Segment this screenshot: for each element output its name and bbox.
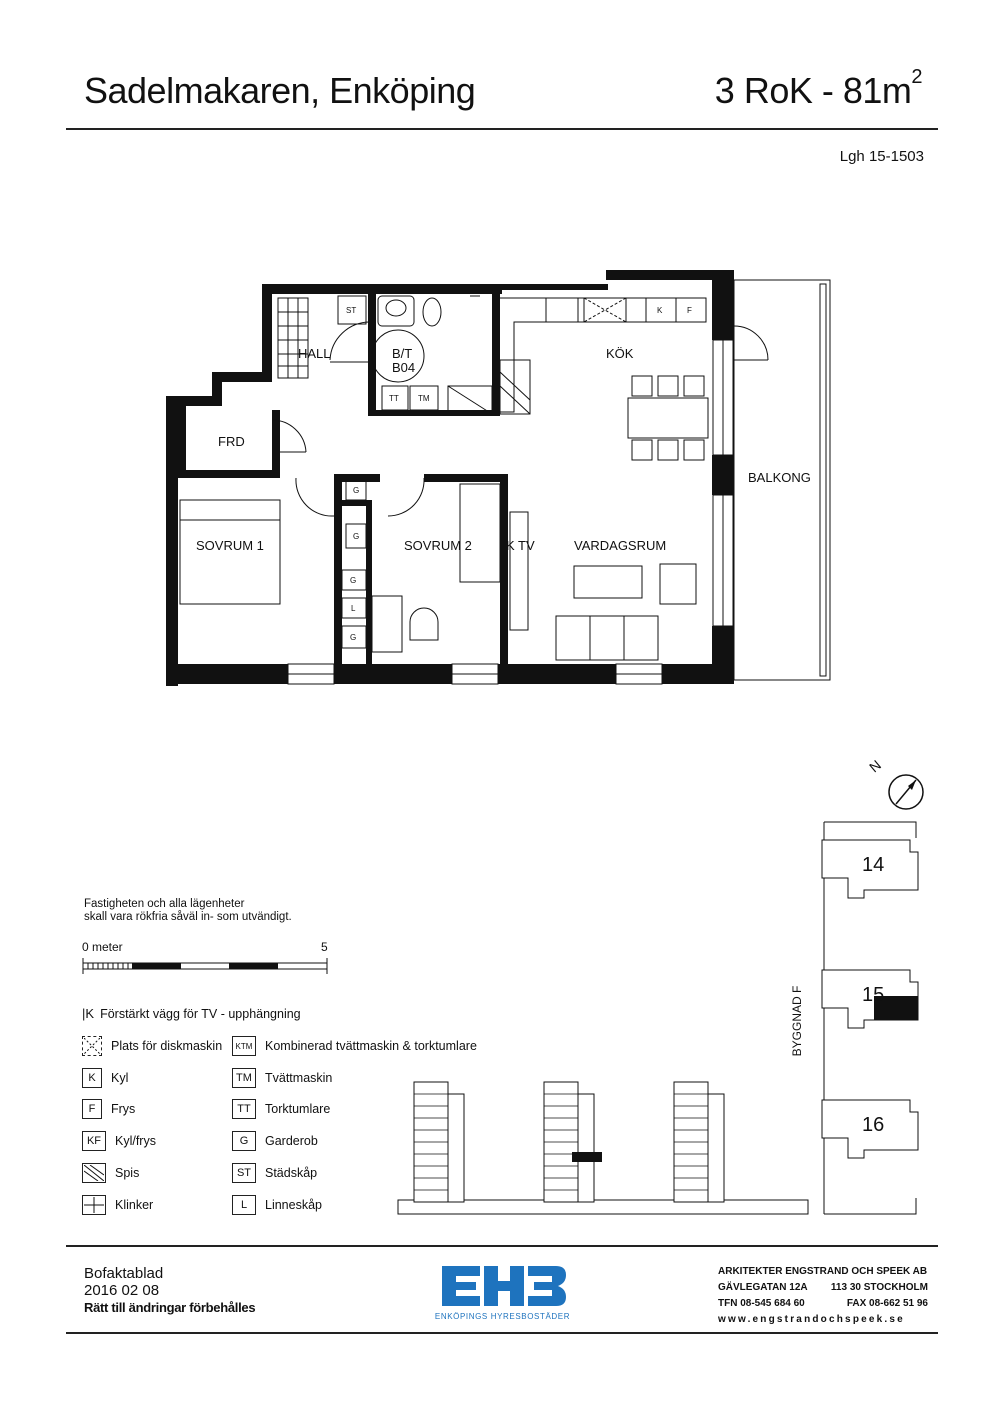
legend-l-label: Linneskåp bbox=[265, 1198, 322, 1212]
scale-bar bbox=[82, 956, 332, 976]
wall-bed-divider bbox=[334, 474, 342, 664]
legend-tt bbox=[232, 1099, 330, 1119]
legend-f bbox=[82, 1099, 135, 1119]
scale-start-label: 0 meter bbox=[82, 940, 123, 954]
fixture-g-2: G bbox=[353, 532, 360, 541]
building-label: BYGGNAD F bbox=[790, 985, 804, 1057]
compass-icon bbox=[886, 772, 926, 812]
linen-closet-icon: L bbox=[232, 1195, 256, 1215]
legend-tm-label: Tvättmaskin bbox=[265, 1071, 333, 1085]
fridge-freezer-icon: KF bbox=[82, 1131, 106, 1151]
phone: TFN 08-545 684 60 bbox=[718, 1298, 805, 1309]
legend-dishwasher-label: Plats för diskmaskin bbox=[111, 1039, 223, 1053]
fixture-tm: TM bbox=[418, 394, 430, 403]
legend-f-label: Frys bbox=[111, 1102, 136, 1116]
legend-klinker bbox=[82, 1195, 153, 1215]
wall-left bbox=[166, 396, 178, 686]
website-link[interactable]: www.engstrandochspeek.se bbox=[718, 1314, 905, 1325]
wall-closet-mid bbox=[342, 500, 372, 506]
legend-ktm bbox=[232, 1036, 477, 1056]
fixture-tt: TT bbox=[389, 394, 399, 403]
room-label-bath: B/T bbox=[392, 346, 413, 361]
fixture-st: ST bbox=[346, 306, 357, 315]
wall-bed2-right bbox=[500, 474, 508, 664]
wall-right-bottom bbox=[712, 626, 734, 684]
address-row bbox=[718, 1280, 928, 1296]
fixture-k: K bbox=[657, 306, 663, 315]
cleaning-cabinet-icon: ST bbox=[232, 1163, 256, 1183]
footer-divider-top bbox=[66, 1245, 938, 1247]
legend-st-label: Städskåp bbox=[265, 1166, 318, 1180]
wall-bed1-top bbox=[178, 470, 280, 478]
architect-info bbox=[718, 1264, 928, 1328]
room-label-bedroom1: SOVRUM 1 bbox=[196, 538, 264, 553]
doc-type: Bofaktablad bbox=[84, 1265, 164, 1282]
legend-kf bbox=[82, 1131, 156, 1151]
wall-bath-right bbox=[492, 284, 500, 416]
logo-subtitle: ENKÖPINGS HYRESBOSTÄDER bbox=[434, 1312, 571, 1321]
fixture-l: L bbox=[351, 604, 356, 613]
legend-k-label: Kyl bbox=[111, 1071, 129, 1085]
room-label-storage: FRD bbox=[218, 434, 245, 449]
smoke-free-line-1: Fastigheten och alla lägenheter bbox=[84, 898, 245, 910]
legend-k bbox=[82, 1068, 128, 1088]
building-14-label: 14 bbox=[862, 854, 885, 876]
site-plan bbox=[812, 818, 928, 1218]
tv-wall-icon: |K bbox=[82, 1006, 95, 1021]
wall-bath-left bbox=[368, 284, 376, 416]
fridge-icon: K bbox=[82, 1068, 102, 1088]
ehb-logo bbox=[440, 1262, 568, 1310]
ktm-icon: KTM bbox=[232, 1036, 256, 1056]
fixture-g-1: G bbox=[353, 486, 360, 495]
disclaimer: Rätt till ändringar förbehålles bbox=[84, 1300, 256, 1315]
stove-icon bbox=[82, 1163, 106, 1183]
room-label-living: VARDAGSRUM bbox=[574, 538, 667, 553]
building-15-label: 15 bbox=[862, 984, 885, 1006]
smoke-free-note bbox=[84, 898, 344, 924]
footer-info bbox=[84, 1265, 255, 1316]
street: GÄVLEGATAN 12A bbox=[718, 1282, 808, 1293]
washer-icon: TM bbox=[232, 1068, 256, 1088]
building-elevation bbox=[396, 1074, 810, 1220]
wardrobe-icon: G bbox=[232, 1131, 256, 1151]
legend-st bbox=[232, 1163, 317, 1183]
wall-top-hall bbox=[262, 284, 502, 294]
wall-frd-left bbox=[178, 406, 186, 474]
legend-spis bbox=[82, 1163, 139, 1183]
legend-kf-label: Kyl/frys bbox=[115, 1134, 156, 1148]
contact-row bbox=[718, 1296, 928, 1312]
area-unit-superscript: 2 bbox=[911, 66, 922, 88]
footer-divider-bottom bbox=[66, 1332, 938, 1334]
legend-tm bbox=[232, 1068, 332, 1088]
room-label-hall: HALL bbox=[298, 346, 331, 361]
wall-closet-right bbox=[366, 506, 372, 664]
city: 113 30 STOCKHOLM bbox=[830, 1282, 928, 1293]
scale-end-label: 5 bbox=[321, 940, 328, 954]
room-label-kitchen: KÖK bbox=[606, 346, 634, 361]
fixture-f: F bbox=[687, 306, 692, 315]
room-label-tv: K TV bbox=[506, 538, 535, 553]
doc-date: 2016 02 08 bbox=[84, 1282, 160, 1299]
legend-ktm-label: Kombinerad tvättmaskin & torktumlare bbox=[265, 1039, 477, 1053]
legend-klinker-label: Klinker bbox=[115, 1198, 154, 1212]
dryer-icon: TT bbox=[232, 1099, 256, 1119]
legend-g bbox=[232, 1131, 318, 1151]
wall-bed2-top bbox=[424, 474, 504, 482]
legend-l bbox=[232, 1195, 322, 1215]
wall-top-mid bbox=[500, 284, 608, 290]
freezer-icon: F bbox=[82, 1099, 102, 1119]
legend-g-label: Garderob bbox=[265, 1134, 318, 1148]
wall-bath-bottom bbox=[368, 410, 500, 416]
wall-right-top bbox=[712, 270, 734, 340]
tile-icon bbox=[82, 1195, 106, 1215]
north-label: N bbox=[866, 756, 885, 776]
wall-right-mid bbox=[712, 455, 734, 495]
apartment-highlight bbox=[572, 1152, 602, 1162]
apartment-type-text: 3 RoK - 81m bbox=[714, 70, 912, 111]
fixture-g-3: G bbox=[350, 576, 357, 585]
legend-tv bbox=[82, 1006, 301, 1021]
legend-tv-label: Förstärkt vägg för TV - upphängning bbox=[100, 1006, 301, 1021]
fixture-g-4: G bbox=[350, 633, 357, 642]
smoke-free-line-2: skall vara rökfria såväl in- som utvändigt. bbox=[84, 911, 292, 923]
wall-hall-left bbox=[262, 284, 272, 382]
page-title: Sadelmakaren, Enköping bbox=[84, 70, 476, 111]
legend-tt-label: Torktumlare bbox=[265, 1102, 331, 1116]
architect-name: ARKITEKTER ENGSTRAND OCH SPEEK AB bbox=[718, 1266, 928, 1277]
dishwasher-icon bbox=[82, 1036, 102, 1056]
room-label-bath-code: B04 bbox=[392, 360, 416, 375]
wall-step-v bbox=[212, 372, 222, 400]
wall-top-kitchen bbox=[606, 270, 718, 280]
fax: FAX 08-662 51 96 bbox=[846, 1298, 928, 1309]
building-16-label: 16 bbox=[862, 1114, 885, 1136]
room-label-balcony: BALKONG bbox=[748, 470, 811, 485]
room-label-bedroom2: SOVRUM 2 bbox=[404, 538, 472, 553]
legend-spis-label: Spis bbox=[115, 1166, 140, 1180]
apartment-id: Lgh 15-1503 bbox=[839, 148, 924, 165]
legend-dishwasher bbox=[82, 1036, 222, 1056]
